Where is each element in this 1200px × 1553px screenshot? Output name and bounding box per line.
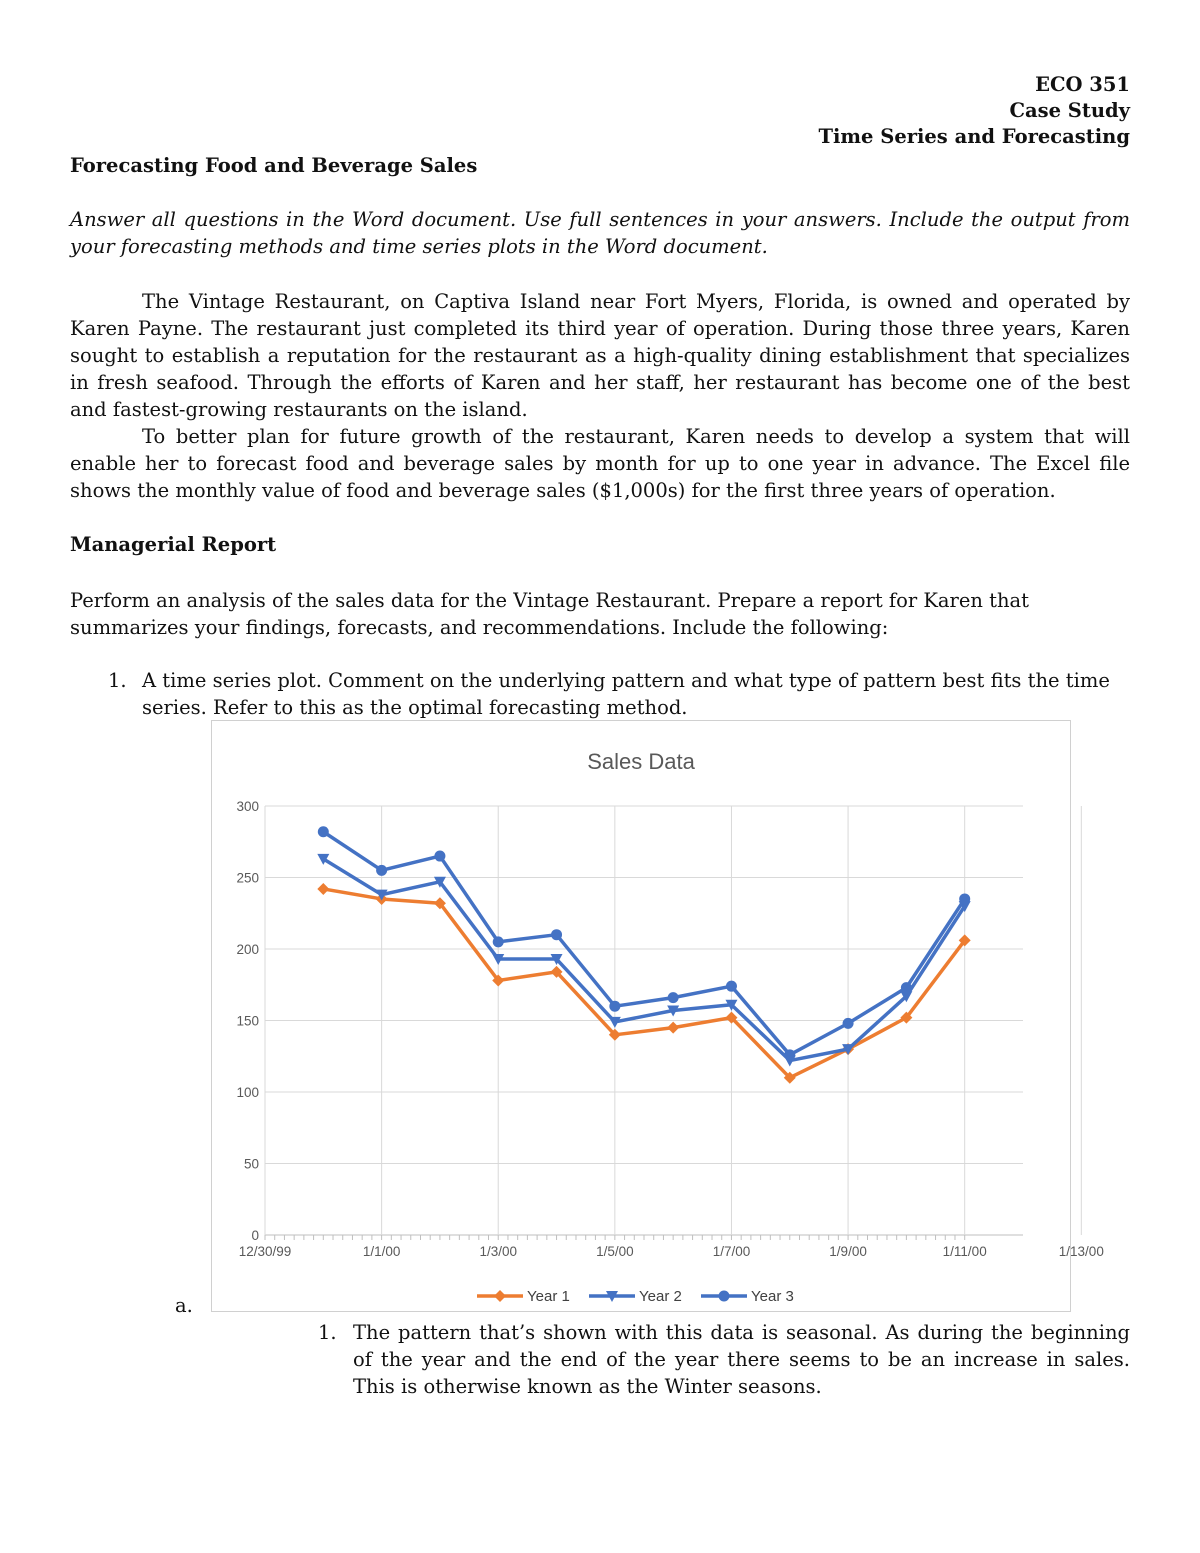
- series-line: [323, 889, 964, 1078]
- legend-item: [589, 1288, 682, 1305]
- list-text: A time series plot. Comment on the underlying pattern and what type of pattern best fits the time series. Refer to this as the optimal forecasting method.: [142, 669, 1110, 719]
- answer-number: 1.: [318, 1321, 337, 1344]
- data-point: [318, 826, 329, 837]
- report-intro: Perform an analysis of the sales data for the Vintage Restaurant. Prepare a report for Karen that summarizes your findings, forecasts, and recommendations. Include the following:: [70, 589, 1030, 639]
- data-point: [843, 1018, 854, 1029]
- answer-text: The pattern that’s shown with this data is seasonal. As during the beginning of the year and the end of the year there seems to be an increase in sales. This is otherwise known as the Winter seasons.: [353, 1321, 1130, 1398]
- y-tick-label: 250: [236, 870, 259, 886]
- instructions-text: Answer all questions in the Word document. Use full sentences in your answers. Include the output from your forecasting methods and time series plots in the Word document.: [70, 208, 1130, 258]
- data-point: [726, 981, 737, 992]
- data-point: [668, 992, 679, 1003]
- document-topic: Time Series and Forecasting: [818, 125, 1130, 148]
- data-point: [784, 1049, 795, 1060]
- legend-label: Year 1: [527, 1288, 570, 1305]
- intro-paragraphs: [70, 288, 1130, 504]
- section-heading: Managerial Report: [70, 533, 277, 556]
- sub-label: a.: [175, 1294, 193, 1317]
- x-tick-label: 1/9/00: [829, 1244, 867, 1259]
- legend-label: Year 2: [639, 1288, 682, 1305]
- page-title: Forecasting Food and Beverage Sales: [70, 154, 478, 177]
- sales-chart: [211, 720, 1104, 1312]
- y-tick-label: 200: [236, 942, 259, 957]
- y-tick-label: 300: [236, 799, 259, 814]
- paragraph-2: To better plan for future growth of the restaurant, Karen needs to develop a system that will enable her to forecast food and beverage sales by month for up to one year in advance. The Excel file shows the monthly value of food and beverage sales ($1,000s) for the first three years of operation.: [70, 425, 1130, 502]
- data-point: [434, 851, 445, 862]
- legend-item: [701, 1288, 794, 1305]
- data-point: [609, 1001, 620, 1012]
- data-point: [667, 1022, 679, 1034]
- data-point: [551, 929, 562, 940]
- x-tick-label: 1/7/00: [712, 1244, 751, 1259]
- series-year-1: [317, 883, 970, 1084]
- x-tick-label: 1/1/00: [362, 1244, 401, 1259]
- paragraph-1: The Vintage Restaurant, on Captiva Island near Fort Myers, Florida, is owned and operated by Karen Payne. The restaurant just completed its third year of operation. During those three years, Karen sought to establish a reputation for the restaurant as a high-quality dining establishment that specializes in fresh seafood. Through the efforts of Karen and her staff, her restaurant has become one of the best and fastest-growing restaurants on the island.: [70, 290, 1130, 421]
- data-point: [376, 865, 387, 876]
- y-tick-label: 100: [236, 1085, 259, 1100]
- list-number: 1.: [108, 669, 127, 692]
- chart-canvas: [212, 721, 1104, 1311]
- legend-item: [477, 1288, 570, 1305]
- chart-title: Sales Data: [587, 749, 695, 774]
- x-tick-label: 1/3/00: [479, 1244, 518, 1259]
- data-point: [317, 883, 329, 895]
- x-tick-label: 1/5/00: [596, 1244, 634, 1259]
- document-type: Case Study: [1009, 99, 1130, 122]
- x-tick-label: 12/30/99: [238, 1244, 292, 1259]
- y-tick-label: 0: [251, 1228, 259, 1243]
- data-point: [493, 936, 504, 947]
- document-header: [818, 72, 1130, 150]
- series-line: [323, 832, 964, 1055]
- legend-marker: [494, 1290, 506, 1302]
- y-tick-label: 50: [243, 1156, 259, 1172]
- data-point: [901, 982, 912, 993]
- data-point: [959, 893, 970, 904]
- y-tick-label: 150: [236, 1013, 259, 1029]
- x-tick-label: 1/13/00: [1058, 1244, 1104, 1259]
- legend-label: Year 3: [751, 1288, 794, 1305]
- course-code: ECO 351: [1035, 73, 1130, 96]
- legend-marker: [719, 1291, 730, 1302]
- x-tick-label: 1/11/00: [942, 1244, 987, 1259]
